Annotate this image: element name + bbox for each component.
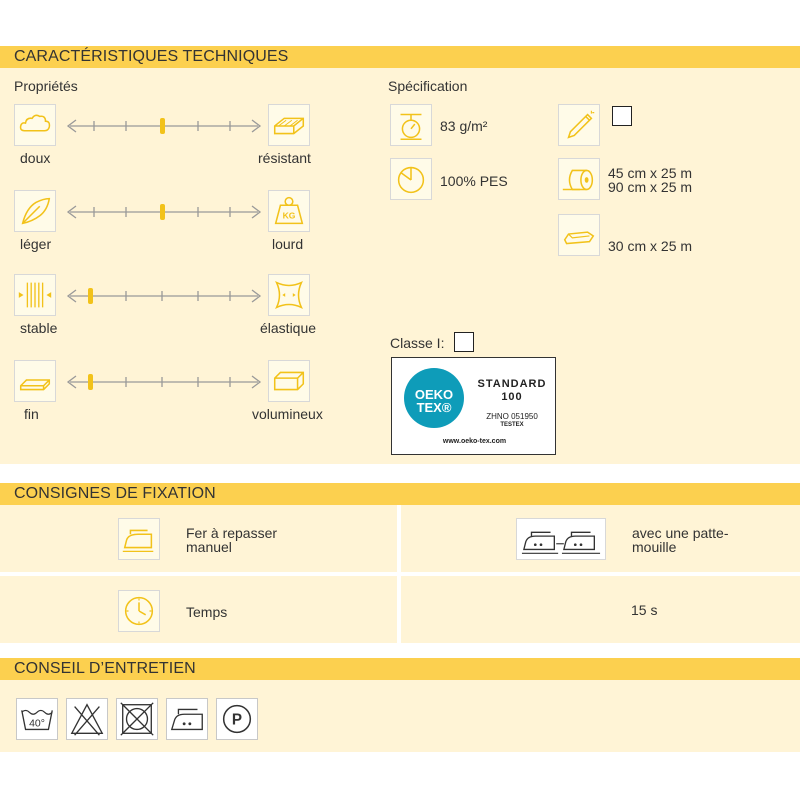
oeko-tex-label [391,357,556,455]
tape-icon [558,214,600,256]
properties-label: Propriétés [14,78,78,94]
tech-title: CARACTÉRISTIQUES TECHNIQUES [14,48,289,65]
wash-40-icon [16,698,58,740]
tech-header [0,46,800,68]
prop-left-label: léger [20,236,52,252]
pen-checkbox[interactable] [612,106,632,126]
wash-temp: 40° [29,718,45,730]
fixation-label-1: Fer à repasser manuel [186,525,278,555]
prop-right-label: lourd [272,236,304,252]
prop-right-label: élastique [260,320,317,336]
stretch-fabric-icon [268,274,310,316]
iron-icon [118,518,160,560]
brick-icon [268,104,310,146]
iron-with-cloth-icon [516,518,606,560]
roll-size-2: 90 cm x 25 m [608,179,693,195]
scale-marker [88,288,93,304]
cloud-icon [14,104,56,146]
scale-thin-thick [64,372,264,392]
professional-cleaning-p-icon [216,698,258,740]
feather-icon [14,190,56,232]
care-header [0,658,800,680]
scale-marker [160,118,165,134]
no-tumble-dry-icon [116,698,158,740]
oeko-standard: STANDARD [477,378,547,390]
care-title: CONSEIL D’ENTRETIEN [14,660,196,677]
fixation-value-1: avec une patte- mouille [632,525,729,555]
thin-layer-icon [14,360,56,402]
fixation-label-2: Temps [186,604,228,620]
composition-value: 100% PES [440,173,508,189]
roll-size-1: 45 cm x 25 m [608,165,693,181]
pen-icon [558,104,600,146]
weight-icon [268,190,310,232]
scale-marker [160,204,165,220]
scale-light-heavy [64,202,264,222]
fixation-header [0,483,800,505]
pressing-letter: P [231,711,243,729]
svg-text:KG: KG [282,210,296,221]
prop-right-label: volumineux [252,406,323,422]
tape-size: 30 cm x 25 m [608,238,693,254]
clock-icon [118,590,160,632]
thick-layer-icon [268,360,310,402]
stable-fabric-icon [14,274,56,316]
roll-icon [558,158,600,200]
fixation-divider-horizontal [0,572,800,576]
oeko-url[interactable]: www.oeko-tex.com [442,438,507,445]
classe-checkbox[interactable] [454,332,474,352]
spec-label: Spécification [388,78,468,94]
fixation-title: CONSIGNES DE FIXATION [14,485,216,502]
scale-stable-elastic [64,286,264,306]
oeko-standard-num: 100 [501,391,523,403]
pie-composition-icon [390,158,432,200]
weight-value: 83 g/m² [440,118,488,134]
scale-weight-icon [390,104,432,146]
fixation-value-2: 15 s [631,602,658,618]
scale-marker [88,374,93,390]
oeko-institute: TESTEX [500,422,524,428]
classe-label: Classe I: [390,335,445,351]
prop-left-label: fin [24,406,39,422]
oeko-brand-2: TEX® [416,400,452,415]
prop-left-label: doux [20,150,51,166]
scale-soft-resistant [64,116,264,136]
prop-left-label: stable [20,320,58,336]
prop-right-label: résistant [258,150,311,166]
oeko-brand-1: OEKO [414,387,454,402]
no-bleach-icon [66,698,108,740]
oeko-code: ZHNO 051950 [486,412,538,421]
iron-medium-icon [166,698,208,740]
